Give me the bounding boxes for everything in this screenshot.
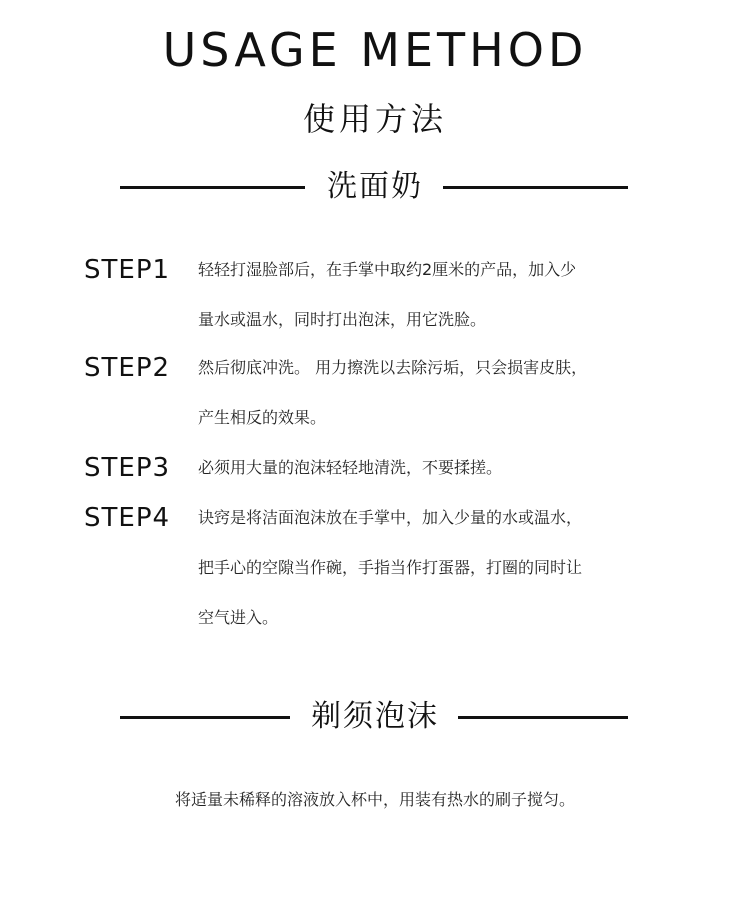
step-label: STEP3 (84, 453, 171, 483)
step-text-line: 把手心的空隙当作碗，手指当作打蛋器，打圈的同时让 (198, 558, 583, 577)
divider-line-right (443, 186, 628, 189)
step-label: STEP4 (84, 503, 171, 533)
step-description (198, 443, 678, 493)
step-description (198, 493, 678, 643)
step-text-line: 诀窍是将洁面泡沫放在手掌中，加入少量的水或温水， (198, 508, 583, 527)
step-text-line: 轻轻打湿脸部后，在手掌中取约2厘米的产品，加入少 (198, 260, 577, 279)
section-header-cleanser (0, 163, 750, 211)
step-label: STEP2 (84, 353, 171, 383)
section-title-shaving: 剃须泡沫 (311, 699, 439, 734)
step-text-line: 量水或温水，同时打出泡沫，用它洗脸。 (198, 310, 487, 329)
step-description (198, 245, 678, 345)
step-description (198, 343, 678, 443)
step-text-line: 必须用大量的泡沫轻轻地清洗，不要揉搓。 (198, 458, 503, 477)
step-text-line: 然后彻底冲洗。 用力擦洗以去除污垢，只会损害皮肤， (198, 358, 588, 377)
divider-line-right (458, 716, 628, 719)
step-label: STEP1 (84, 255, 171, 285)
page-title: USAGE METHOD (162, 23, 588, 77)
shaving-instructions: 将适量未稀释的溶液放入杯中，用装有热水的刷子搅匀。 (174, 790, 575, 809)
section-header-shaving (0, 693, 750, 741)
section-title-cleanser: 洗面奶 (327, 169, 423, 204)
step-text-line: 空气进入。 (198, 608, 279, 627)
page-subtitle: 使用方法 (302, 100, 447, 138)
step-text-line: 产生相反的效果。 (198, 408, 327, 427)
